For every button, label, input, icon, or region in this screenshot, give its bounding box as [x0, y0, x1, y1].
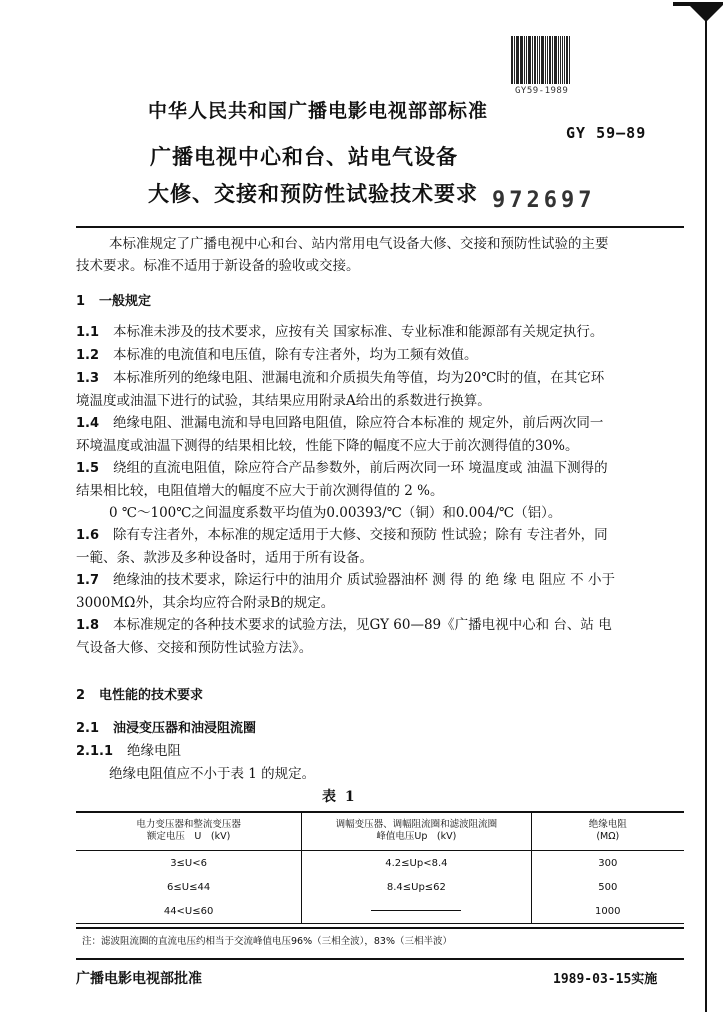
item-text: 本标准未涉及的技术要求，应按有关 国家标准、专业标准和能源部有关规定执行。 [113, 324, 604, 340]
table-row [76, 899, 684, 924]
item-text-continued: 境温度或油温下进行的试验，其结果应用附录A给出的系数进行换算。 [76, 393, 491, 409]
section-1-items [76, 321, 684, 659]
section-2-1-1-heading: 绝缘电阻 [127, 743, 182, 759]
section-1-number: 1 [76, 294, 86, 309]
item-number: 1.1 [76, 325, 100, 340]
section-2-heading: 电性能的技术要求 [99, 688, 204, 703]
insulation-resistance-table [76, 812, 684, 924]
header-divider [76, 226, 684, 228]
cell-peak-voltage: 4.2≤Up<8.4 [302, 851, 531, 876]
title-line-2: 大修、交接和预防性试验技术要求 [148, 181, 478, 206]
header-text: 绝缘电阻 [588, 819, 627, 830]
intro-line-2: 技术要求。标准不适用于新设备的验收或交接。 [76, 258, 360, 274]
section-2-1-number: 2.1 [76, 721, 100, 736]
header-text: (MΩ) [596, 831, 620, 842]
ministry-standard: 中华人民共和国广播电影电视部部标准 [148, 100, 489, 122]
item-text: 本标准的电流值和电压值，除有专注者外，均为工频有效值。 [113, 347, 478, 363]
header-insulation-resistance [531, 812, 684, 851]
table-row [76, 875, 684, 899]
barcode [511, 36, 571, 84]
temperature-coefficient-note: 0 ℃～100℃之间温度系数平均值为0.00393/℃（铜）和0.004/℃（铝）。 [109, 505, 562, 521]
section-1-heading: 一般规定 [99, 294, 152, 309]
dash-line [371, 910, 461, 911]
header-text: 额定电压 U (kV) [146, 831, 231, 842]
item-number: 1.7 [76, 573, 100, 588]
section-2 [76, 684, 684, 707]
cell-rated-voltage: 44<U≤60 [76, 899, 302, 924]
item-text: 除有专注者外，本标准的规定适用于大修、交接和预防 性试验；除有 专注者外，同 [113, 527, 608, 543]
item-number: 1.2 [76, 348, 100, 363]
item-text: 绕组的直流电阻值，除应符合产品参数外，前后两次同一环 境温度或 油温下测得的 [113, 460, 608, 476]
item-text-continued: 3000MΩ外，其余均应符合附录B的规定。 [76, 595, 335, 611]
item-number: 1.4 [76, 416, 100, 431]
section-2-body: 绝缘电阻值应不小于表 1 的规定。 [109, 766, 316, 782]
serial-number: 972697 [492, 188, 596, 213]
title-line-1: 广播电视中心和台、站电气设备 [150, 144, 458, 169]
header-rated-voltage [76, 812, 302, 851]
table-caption: 表 1 [322, 789, 357, 805]
header-text: 调幅变压器、调幅阻流圈和滤波阻流圈 [335, 819, 498, 830]
margin-rule [705, 12, 707, 1012]
standard-code: GY 59—89 [566, 124, 647, 142]
section-2-1-heading: 油浸变压器和油浸阻流圈 [113, 721, 257, 736]
intro-line-1: 本标准规定了广播电视中心和台、站内常用电气设备大修、交接和预防性试验的主要 [109, 236, 609, 252]
item-text: 本标准所列的绝缘电阻、泄漏电流和介质损失角等值，均为20℃时的值，在其它环 [113, 370, 605, 386]
table-bottom-rule [76, 927, 684, 929]
table-row [76, 851, 684, 876]
section-1 [76, 290, 684, 313]
item-text-continued: 环境温度或油温下测得的结果相比较，性能下降的幅度不应大于前次测得值的30%。 [76, 438, 579, 454]
header-text: 峰值电压Up (kV) [376, 831, 457, 842]
section-2-number: 2 [76, 688, 86, 703]
item-text-continued: 气设备大修、交接和预防性试验方法》。 [76, 640, 313, 656]
item-number: 1.5 [76, 461, 100, 476]
barcode-label: GY59-1989 [515, 86, 569, 96]
cell-peak-voltage: 8.4≤Up≤62 [302, 875, 531, 899]
cell-peak-voltage-empty [302, 899, 531, 924]
cell-rated-voltage: 6≤U≤44 [76, 875, 302, 899]
footer-divider [76, 958, 684, 960]
item-number: 1.8 [76, 618, 100, 633]
approval-authority: 广播电影电视部批准 [76, 971, 202, 987]
item-number: 1.3 [76, 371, 100, 386]
cell-resistance: 300 [598, 857, 618, 869]
item-text-continued: 结果相比较，电阻值增大的幅度不应大于前次测得值的 2 %。 [76, 483, 444, 499]
item-number: 1.6 [76, 528, 100, 543]
intro-paragraph [76, 233, 684, 277]
item-text: 绝缘电阻、泄漏电流和导电回路电阻值，除应符合本标准的 规定外，前后两次同一 [113, 415, 604, 431]
section-2-1-1-number: 2.1.1 [76, 744, 114, 759]
header-text: 电力变压器和整流变压器 [136, 819, 241, 830]
cell-resistance: 1000 [531, 899, 684, 924]
section-2-1 [76, 717, 684, 785]
cell-resistance: 500 [598, 881, 618, 893]
item-text: 本标准规定的各种技术要求的试验方法，见GY 60—89《广播电视中心和 台、站 电 [113, 617, 612, 633]
item-text-continued: 一範、条、款涉及多种设备时，适用于所有设备。 [76, 550, 373, 566]
table-note: 注：滤波阻流圈的直流电压约相当于交流峰值电压96%（三相全波），83%（三相半波） [82, 936, 452, 947]
header-peak-voltage [302, 812, 531, 851]
item-text: 绝缘油的技术要求，除运行中的油用介 质试验器油杯 测 得 的 绝 缘 电 阻应 不 小于 [113, 572, 615, 588]
cell-rated-voltage: 3≤U<6 [76, 851, 302, 876]
effective-date: 1989-03-15实施 [553, 972, 658, 987]
table-header-row [76, 812, 684, 851]
